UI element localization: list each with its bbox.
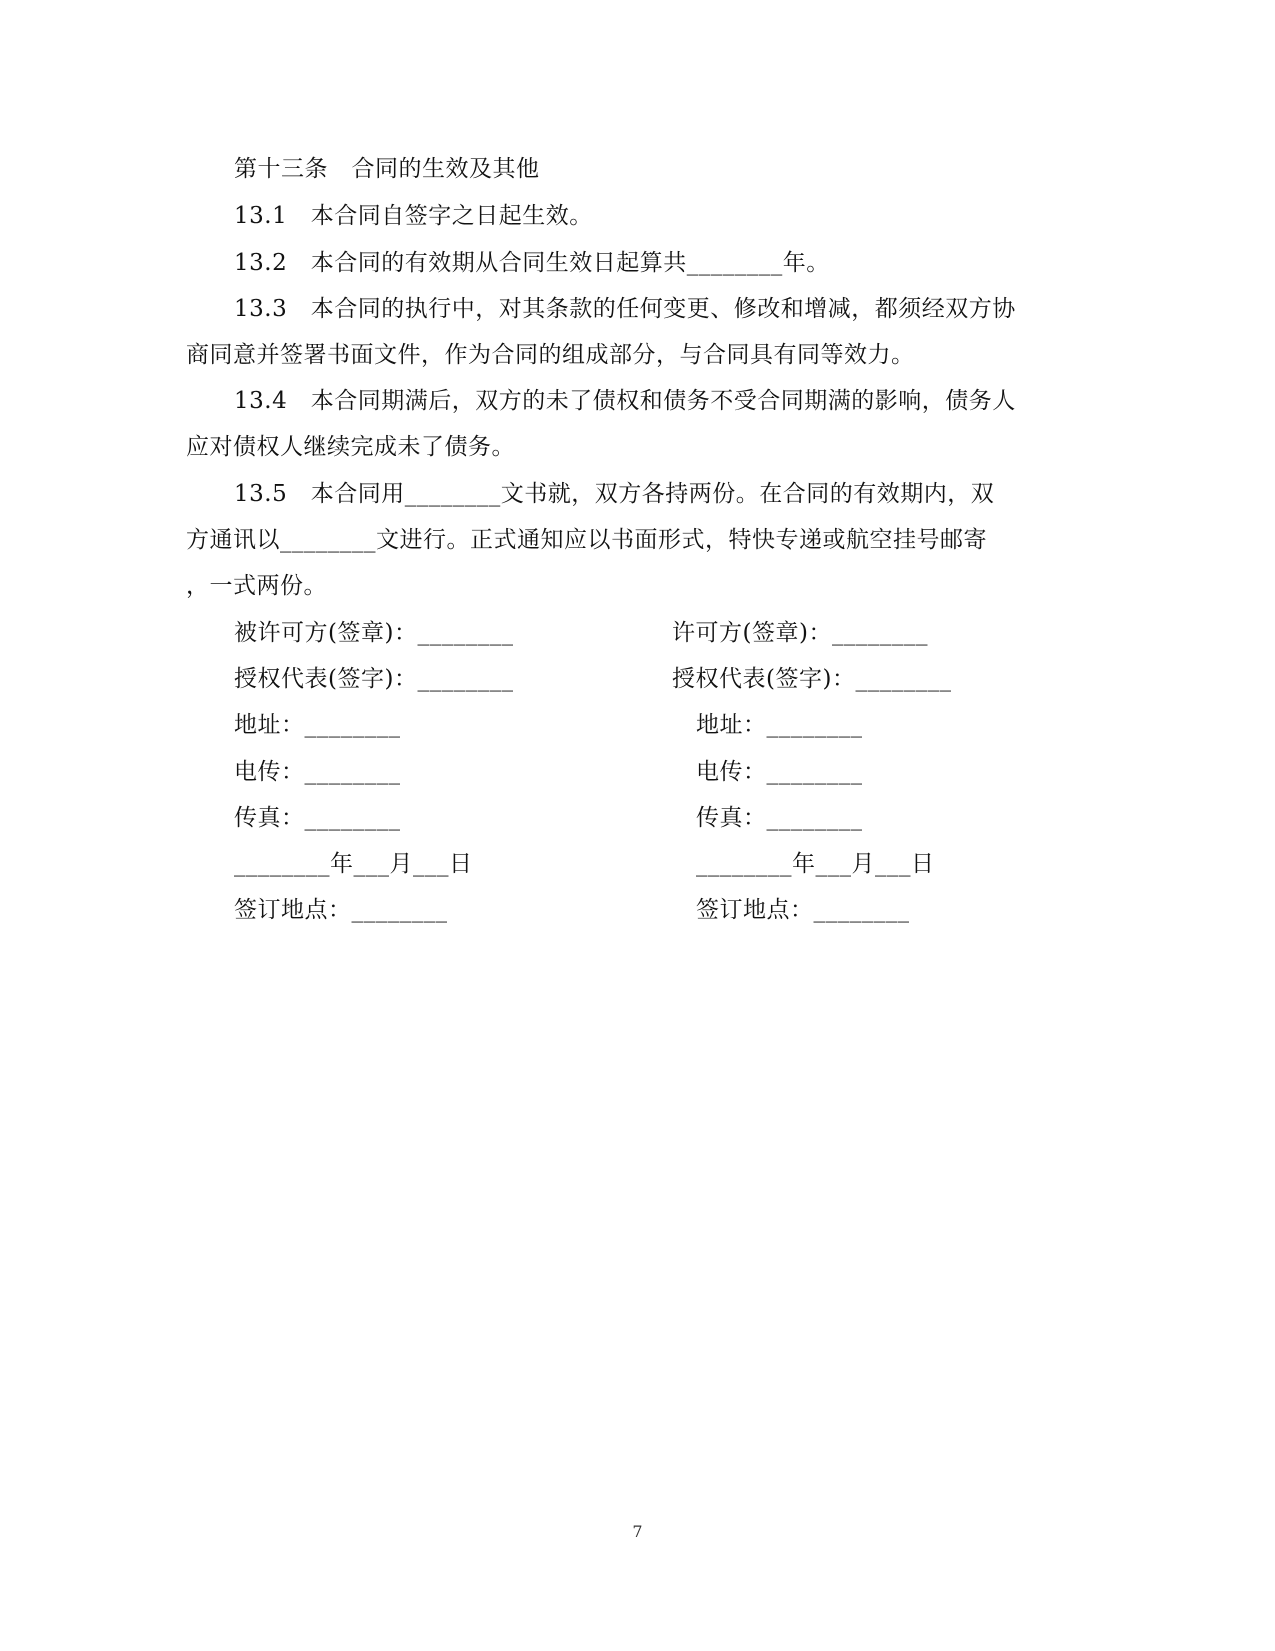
clause-13-5-line-3: ，一式两份。 [186,573,327,599]
licensee-signature-field: 被许可方(签章)：________ [234,620,514,646]
licensee-signing-place-field: 签订地点：________ [234,897,448,923]
clause-13-4-line-1: 13.4 本合同期满后，双方的未了债权和债务不受合同期满的影响，债务人 [234,388,1016,414]
licensor-signature-field: 许可方(签章)：________ [672,620,928,646]
licensee-representative-field: 授权代表(签字)：________ [234,666,514,692]
clause-13-5-line-1: 13.5 本合同用________文书就，双方各持两份。在合同的有效期内，双 [234,481,995,507]
licensor-fax-field: 传真：________ [696,805,863,831]
licensee-telex-field: 电传：________ [234,759,401,785]
licensor-address-field: 地址：________ [696,712,863,738]
clause-13-3-line-2: 商同意并签署书面文件，作为合同的组成部分，与合同具有同等效力。 [186,342,915,368]
licensee-address-field: 地址：________ [234,712,401,738]
clause-13-1: 13.1 本合同自签字之日起生效。 [234,203,593,229]
clause-13-2: 13.2 本合同的有效期从合同生效日起算共________年。 [234,250,830,276]
licensor-telex-field: 电传：________ [696,759,863,785]
clause-13-3-line-1: 13.3 本合同的执行中，对其条款的任何变更、修改和增减，都须经双方协 [234,296,1016,322]
clause-13-4-line-2: 应对债权人继续完成未了债务。 [186,434,515,460]
article-heading: 第十三条 合同的生效及其他 [234,156,540,182]
page-number: 7 [632,1522,643,1541]
licensor-representative-field: 授权代表(签字)：________ [672,666,952,692]
licensee-fax-field: 传真：________ [234,805,401,831]
licensee-date-field: ________年___月___日 [234,851,473,877]
clause-13-5-line-2: 方通讯以________文进行。正式通知应以书面形式，特快专递或航空挂号邮寄 [186,527,987,553]
licensor-signing-place-field: 签订地点：________ [696,897,910,923]
licensor-date-field: ________年___月___日 [696,851,935,877]
